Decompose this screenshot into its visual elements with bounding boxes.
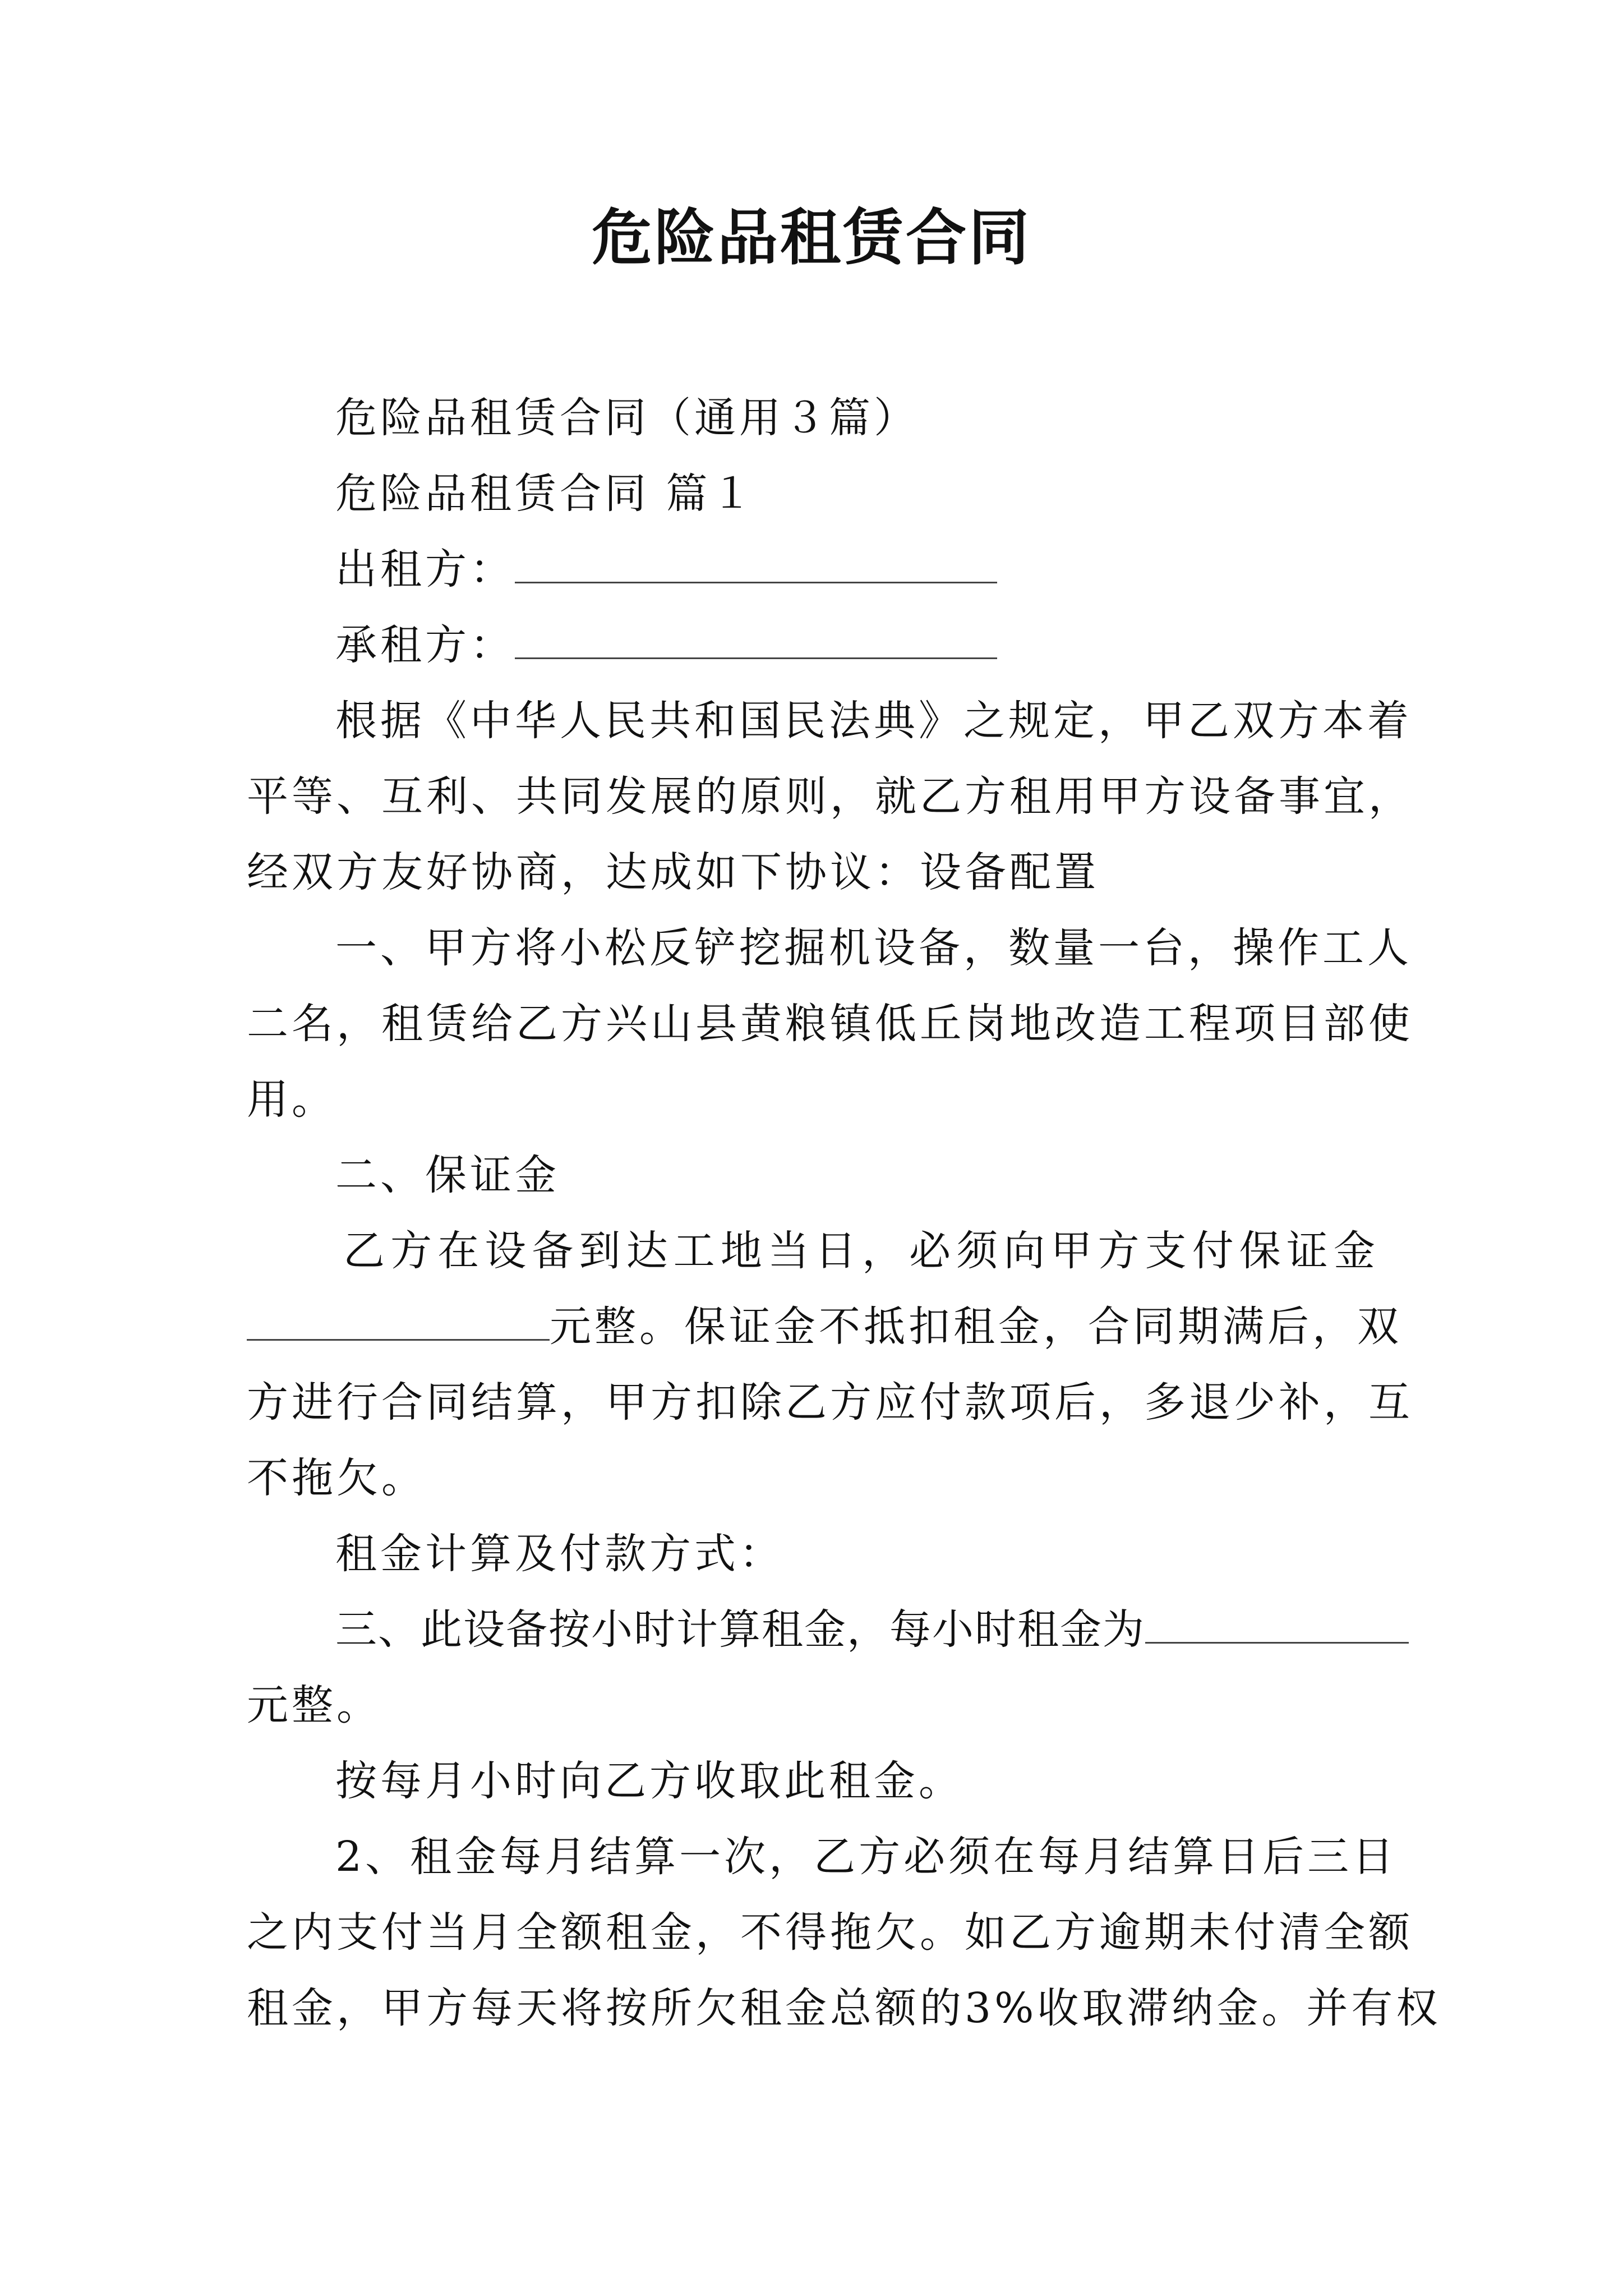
document-subtitle: 危险品租赁合同（通用３篇） (335, 394, 919, 442)
lessor-line (335, 539, 1378, 600)
lessee-label: 承租方： (335, 621, 515, 669)
clause1-line: 用。 (247, 1075, 336, 1124)
deposit-blank (247, 1305, 550, 1341)
hourly-rent-blank (1145, 1608, 1409, 1644)
clause2-line: 不拖欠。 (247, 1454, 426, 1502)
lessee-blank (515, 624, 997, 659)
clause2-line: 乙方在设备到达工地当日，必须向甲方支付保证金 (343, 1227, 1378, 1275)
document-title: 危险品租赁合同 (591, 203, 1031, 273)
lessor-label: 出租方： (335, 545, 515, 593)
clause2-line (247, 1296, 1402, 1358)
section-heading: 危险品租赁合同 篇１ (335, 470, 756, 518)
rent-title: 租金计算及付款方式： (335, 1530, 784, 1578)
lessee-line (335, 614, 1378, 676)
intro-line: 根据《中华人民共和国民法典》之规定，甲乙双方本着 (335, 697, 1412, 745)
lessor-blank (515, 548, 997, 583)
monthly-line: 按每月小时向乙方收取此租金。 (335, 1757, 963, 1805)
clause3-text: 三、此设备按小时计算租金，每小时租金为 (335, 1605, 1145, 1654)
clause3-line: 元整。 (247, 1681, 381, 1729)
clause3-line (335, 1599, 1378, 1660)
clause2-text: 元整。保证金不抵扣租金，合同期满后，双 (550, 1303, 1402, 1351)
clause2-line: 方进行合同结算，甲方扣除乙方应付款项后，多退少补，互 (247, 1378, 1413, 1427)
intro-line: 经双方友好协商，达成如下协议：设备配置 (247, 848, 1099, 896)
intro-line: 平等、互利、共同发展的原则，就乙方租用甲方设备事宜， (247, 772, 1413, 821)
settlement-line: 之内支付当月全额租金，不得拖欠。如乙方逾期未付清全额 (247, 1908, 1413, 1957)
clause1-line: 一、甲方将小松反铲挖掘机设备，数量一台，操作工人 (335, 924, 1412, 972)
settlement-line: 租金，甲方每天将按所欠租金总额的3%收取滞纳金。并有权 (247, 1984, 1441, 2032)
clause2-title: 二、保证金 (335, 1151, 560, 1199)
settlement-line: 2、租金每月结算一次，乙方必须在每月结算日后三日 (335, 1833, 1398, 1881)
clause1-line: 二名，租赁给乙方兴山县黄粮镇低丘岗地改造工程项目部使 (247, 1000, 1413, 1048)
